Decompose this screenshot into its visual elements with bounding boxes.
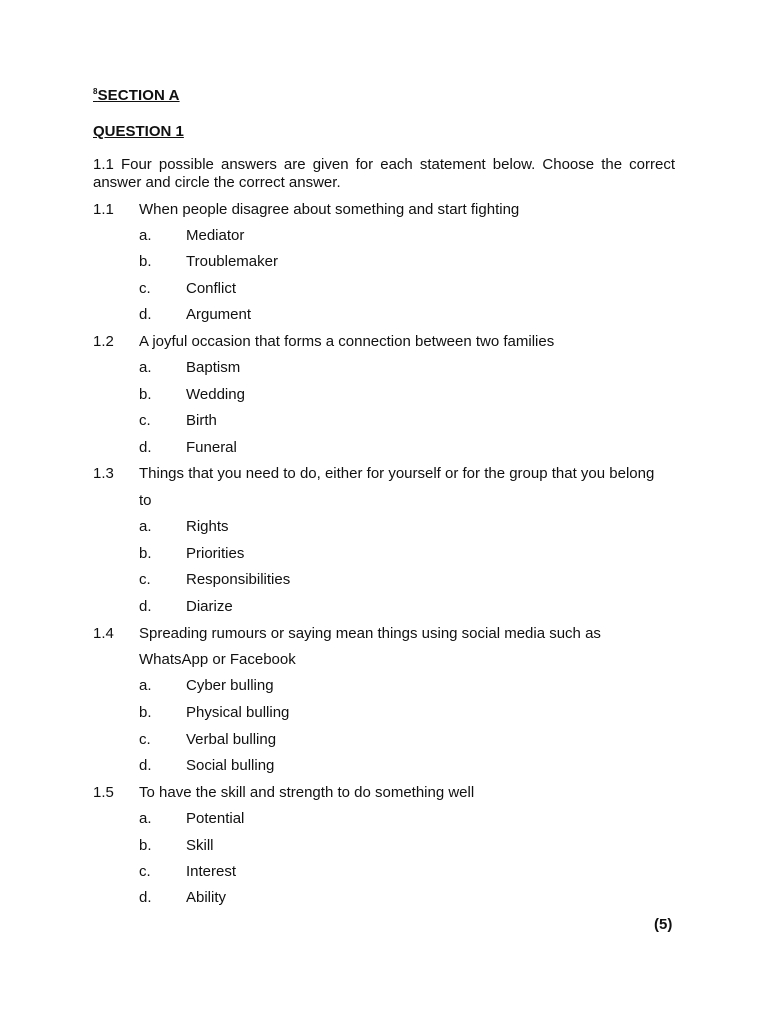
question-number: 1.2 — [93, 333, 114, 350]
question-heading: QUESTION 1 — [93, 123, 184, 140]
option-letter: c. — [139, 280, 151, 297]
question-text-continued: to — [139, 492, 152, 509]
option-text: Cyber bulling — [186, 677, 274, 694]
option-letter: d. — [139, 439, 152, 456]
option-text: Physical bulling — [186, 704, 290, 721]
option-text: Funeral — [186, 439, 237, 456]
option-letter: b. — [139, 545, 152, 562]
option-text: Troublemaker — [186, 253, 278, 270]
option-letter: c. — [139, 863, 151, 880]
option-text: Mediator — [186, 227, 245, 244]
option-text: Birth — [186, 412, 217, 429]
marks-total: (5) — [654, 916, 673, 933]
option-letter: a. — [139, 677, 152, 694]
section-title: SECTION A — [97, 87, 180, 104]
question-text: Spreading rumours or saying mean things using social media such as — [139, 625, 601, 642]
question-text: When people disagree about something and start fighting — [139, 201, 520, 218]
option-text: Argument — [186, 306, 252, 323]
option-letter: b. — [139, 837, 152, 854]
option-text: Verbal bulling — [186, 731, 277, 748]
option-letter: b. — [139, 386, 152, 403]
question-text: To have the skill and strength to do something well — [139, 784, 475, 801]
option-text: Conflict — [186, 280, 237, 297]
question-number: 1.3 — [93, 465, 114, 482]
option-text: Rights — [186, 518, 229, 535]
option-letter: c. — [139, 412, 151, 429]
option-letter: d. — [139, 306, 152, 323]
option-letter: a. — [139, 518, 152, 535]
question-text: Things that you need to do, either for yourself or for the group that you belong — [139, 465, 655, 482]
option-text: Wedding — [186, 386, 245, 403]
option-letter: c. — [139, 571, 151, 588]
question-text: A joyful occasion that forms a connection between two families — [139, 333, 555, 350]
option-text: Interest — [186, 863, 237, 880]
option-letter: b. — [139, 253, 152, 270]
question-text-continued: WhatsApp or Facebook — [139, 651, 296, 668]
question-number: 1.1 — [93, 201, 114, 218]
section-superscript: 8 — [93, 87, 98, 96]
option-letter: d. — [139, 889, 152, 906]
option-text: Baptism — [186, 359, 241, 376]
option-text: Skill — [186, 837, 214, 854]
option-letter: a. — [139, 359, 152, 376]
option-text: Social bulling — [186, 757, 275, 774]
option-letter: a. — [139, 810, 152, 827]
option-text: Priorities — [186, 545, 245, 562]
option-letter: a. — [139, 227, 152, 244]
section-heading — [93, 87, 180, 104]
option-letter: d. — [139, 598, 152, 615]
option-letter: d. — [139, 757, 152, 774]
option-letter: c. — [139, 731, 151, 748]
option-text: Potential — [186, 810, 245, 827]
option-text: Diarize — [186, 598, 233, 615]
question-number: 1.5 — [93, 784, 114, 801]
option-letter: b. — [139, 704, 152, 721]
option-text: Responsibilities — [186, 571, 291, 588]
option-text: Ability — [186, 889, 227, 906]
question-number: 1.4 — [93, 625, 114, 642]
instruction-text: 1.1 Four possible answers are given for each statement below. Choose the correct answer and circle the correct answer. — [93, 156, 675, 191]
